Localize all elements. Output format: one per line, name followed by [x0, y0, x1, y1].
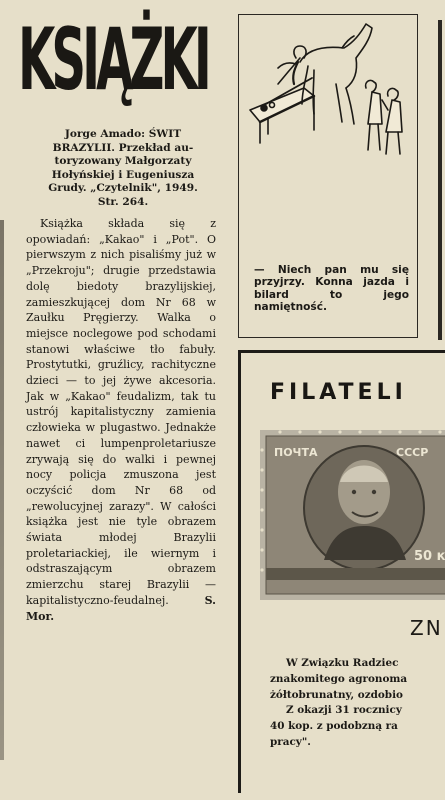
cartoon-illustration [242, 18, 416, 253]
stamp-value: 50 к [414, 549, 445, 564]
philately-line: znakomitego agronoma [270, 672, 408, 685]
review-body [26, 216, 216, 624]
biblio-line: Grudy. „Czytelnik", 1949. [48, 182, 198, 195]
philately-line: Z okazji 31 rocznicy [286, 704, 402, 717]
philately-line: pracy". [270, 735, 311, 748]
bibliographic-note [28, 128, 218, 210]
philately-text [270, 656, 445, 751]
stamp-label-right: СССР [396, 446, 429, 459]
biblio-line: Str. 264. [97, 195, 149, 208]
biblio-line: Hołyńskiej i Eugeniusza [51, 168, 195, 181]
column-rule [438, 20, 442, 340]
philately-line: żółtobrunatny, ozdobio [270, 688, 403, 701]
biblio-line: BRAZYLII. Przekład au- [52, 141, 194, 154]
cartoon-caption: — Niech pan mu się przyjrzy. Konna jazda i bilard to jego namiętność. [254, 264, 409, 313]
review-signature: S. Mor. [26, 593, 216, 623]
philately-line: W Związku Radziec [286, 657, 399, 669]
book-review [26, 216, 216, 624]
biblio-line: toryzowany Małgorzaty [54, 155, 192, 168]
review-text: Książka składa się z opowiadań: „Kakao" i „Pot". O pierwszym z nich pisaliśmy już w „Przekroju"; drugie przedstawia dolę biedoty brazylijskiej, zamieszkującej dom Nr 68 w Zaułku Pręgierzy. Walka o miejsce noclegowe pod schodami stanowi właściwe tło fabuły. Prostytutki, gruźlicy, rachityczne dzieci — to jej żywe akcesoria. Jak w „Kakao" feudalizm, tak tu ustrój kapitalistyczny zamienia człowieka w plugastwo. Jednakże nawet ci lumpenproletariusze zrywają się do walki i pewnej nocy policja zmuszona jest oczyścić dom Nr 68 od „rewolucyjnej zarazy". W całości książka jest nie tyle obrazem świata młodej Brazylii proletariackiej, ile wiernym i odstraszającym obrazem zmierzchu starej Brazylii — kapitalistyczno-feudalnej. [26, 217, 216, 607]
philately-heading: FILATELI [270, 380, 407, 405]
philately-line: 40 kop. z podobzną ra [270, 720, 398, 733]
philately-subheading: ZN [410, 616, 443, 640]
postage-stamp-image [260, 430, 445, 600]
biblio-line: Jorge Amado: ŚWIT [64, 128, 182, 140]
left-margin-rule [0, 220, 4, 760]
stamp-label-left: ПОЧТА [274, 446, 318, 459]
section-masthead: KSIĄŻKI [18, 10, 208, 110]
